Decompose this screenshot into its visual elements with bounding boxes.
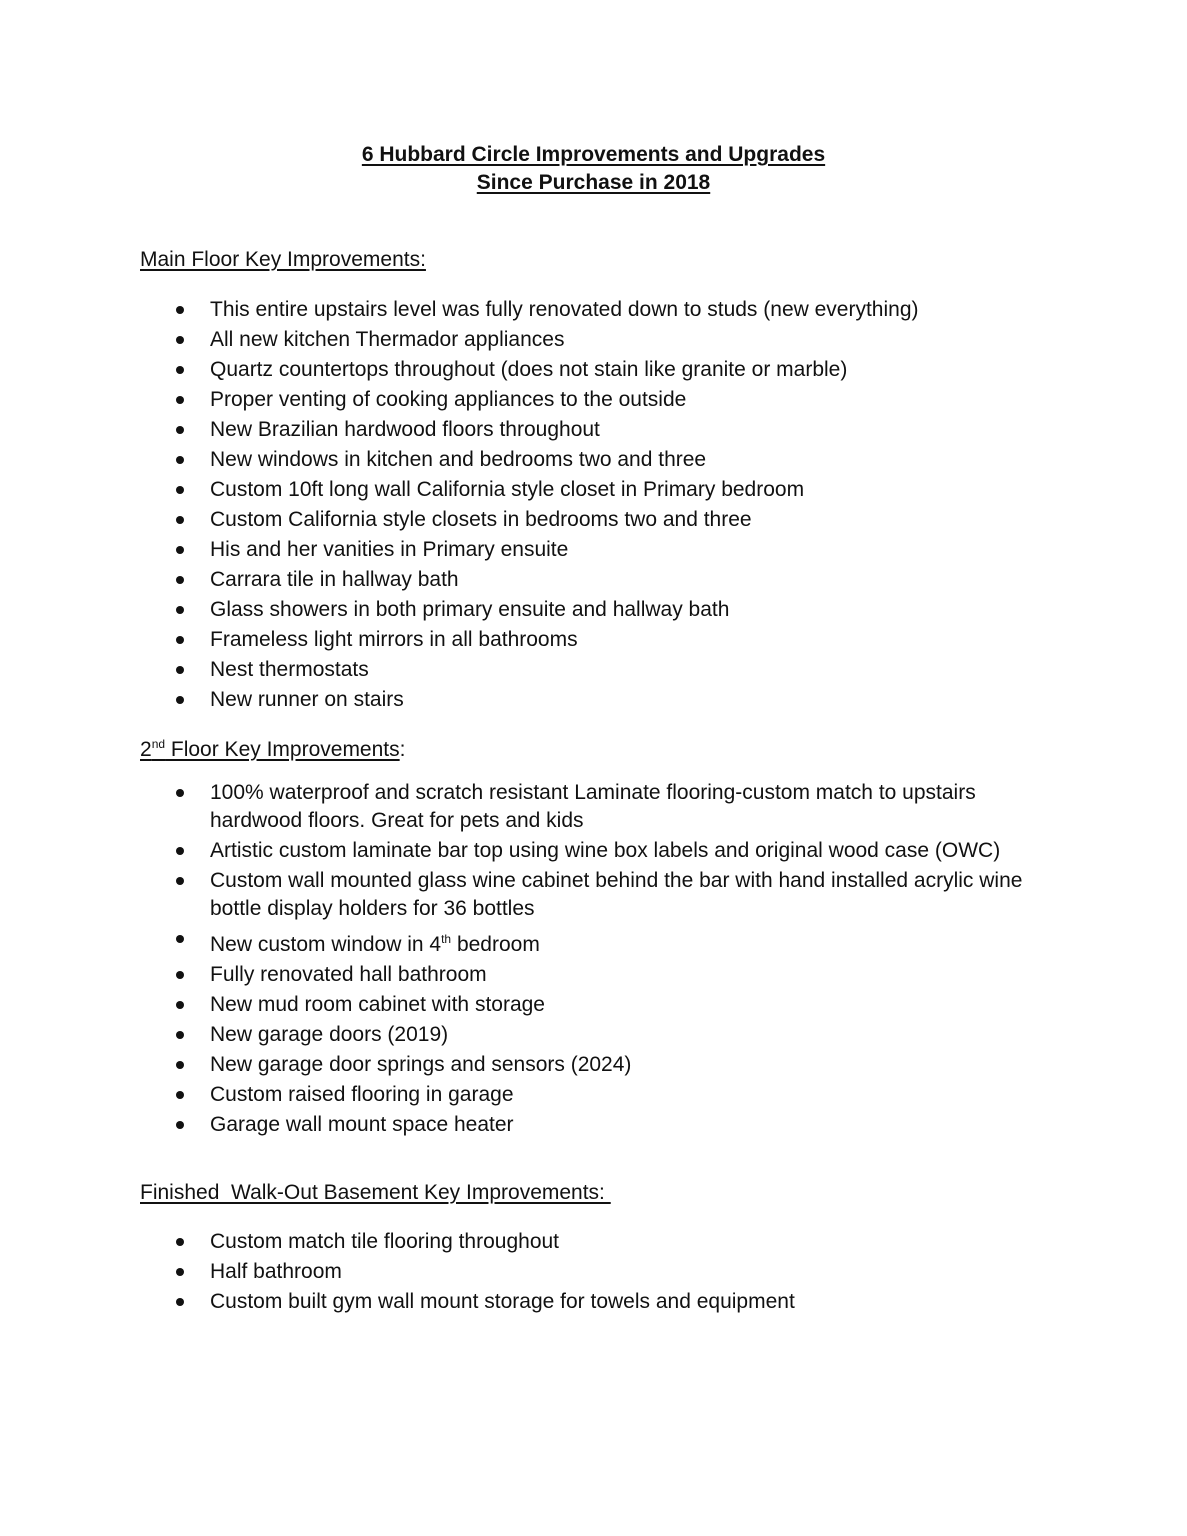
list-item: Quartz countertops throughout (does not stain like granite or marble) <box>0 356 1187 384</box>
bullet-icon <box>176 426 184 434</box>
bullet-icon <box>176 516 184 524</box>
list-item: Custom match tile flooring throughout <box>0 1228 1187 1256</box>
list-item: 100% waterproof and scratch resistant Laminate flooring-custom match to upstairs hardwood floors. Great for pets and kids <box>0 779 1187 835</box>
list-item: Garage wall mount space heater <box>0 1111 1187 1139</box>
list-item: This entire upstairs level was fully renovated down to studs (new everything) <box>0 296 1187 324</box>
list-item: New garage door springs and sensors (2024) <box>0 1051 1187 1079</box>
second-floor-heading: 2nd Floor Key Improvements: <box>140 737 406 761</box>
list-item: Half bathroom <box>0 1258 1187 1286</box>
bullet-icon <box>176 696 184 704</box>
list-item: Custom raised flooring in garage <box>0 1081 1187 1109</box>
bullet-icon <box>176 666 184 674</box>
bullet-icon <box>176 1061 184 1069</box>
list-item: Custom 10ft long wall California style closet in Primary bedroom <box>0 476 1187 504</box>
list-item: New custom window in 4th bedroom <box>0 925 1187 959</box>
list-item: Proper venting of cooking appliances to the outside <box>0 386 1187 414</box>
list-item: Custom California style closets in bedrooms two and three <box>0 506 1187 534</box>
basement-list <box>0 1228 1187 1318</box>
second-floor-list <box>0 779 1187 1141</box>
bullet-icon <box>176 336 184 344</box>
bullet-icon <box>176 1268 184 1276</box>
list-item: Custom built gym wall mount storage for towels and equipment <box>0 1288 1187 1316</box>
list-item: Nest thermostats <box>0 656 1187 684</box>
bullet-icon <box>176 847 184 855</box>
bullet-icon <box>176 606 184 614</box>
bullet-icon <box>176 306 184 314</box>
bullet-icon <box>176 1298 184 1306</box>
bullet-icon <box>176 1091 184 1099</box>
list-item: Frameless light mirrors in all bathrooms <box>0 626 1187 654</box>
bullet-icon <box>176 396 184 404</box>
list-item: New runner on stairs <box>0 686 1187 714</box>
bullet-icon <box>176 1031 184 1039</box>
list-item: Artistic custom laminate bar top using wine box labels and original wood case (OWC) <box>0 837 1187 865</box>
bullet-icon <box>176 486 184 494</box>
list-item: His and her vanities in Primary ensuite <box>0 536 1187 564</box>
list-item: New garage doors (2019) <box>0 1021 1187 1049</box>
basement-heading: Finished Walk-Out Basement Key Improvements: <box>140 1181 611 1204</box>
bullet-icon <box>176 1001 184 1009</box>
list-item: New windows in kitchen and bedrooms two and three <box>0 446 1187 474</box>
bullet-icon <box>176 576 184 584</box>
bullet-icon <box>176 366 184 374</box>
list-item: New mud room cabinet with storage <box>0 991 1187 1019</box>
list-item: Custom wall mounted glass wine cabinet behind the bar with hand installed acrylic wine bottle display holders for 36 bottles <box>0 867 1187 923</box>
document-subtitle: Since Purchase in 2018 <box>476 171 711 194</box>
list-item: All new kitchen Thermador appliances <box>0 326 1187 354</box>
bullet-icon <box>176 971 184 979</box>
bullet-icon <box>176 1238 184 1246</box>
bullet-icon <box>176 935 184 943</box>
list-item: Glass showers in both primary ensuite and hallway bath <box>0 596 1187 624</box>
bullet-icon <box>176 789 184 797</box>
list-item: Fully renovated hall bathroom <box>0 961 1187 989</box>
list-item: Carrara tile in hallway bath <box>0 566 1187 594</box>
bullet-icon <box>176 1121 184 1129</box>
bullet-icon <box>176 877 184 885</box>
main-floor-heading: Main Floor Key Improvements: <box>140 248 426 271</box>
bullet-icon <box>176 636 184 644</box>
list-item: New Brazilian hardwood floors throughout <box>0 416 1187 444</box>
bullet-icon <box>176 546 184 554</box>
bullet-icon <box>176 456 184 464</box>
main-floor-list <box>0 296 1187 716</box>
document-title: 6 Hubbard Circle Improvements and Upgrades <box>361 143 826 166</box>
